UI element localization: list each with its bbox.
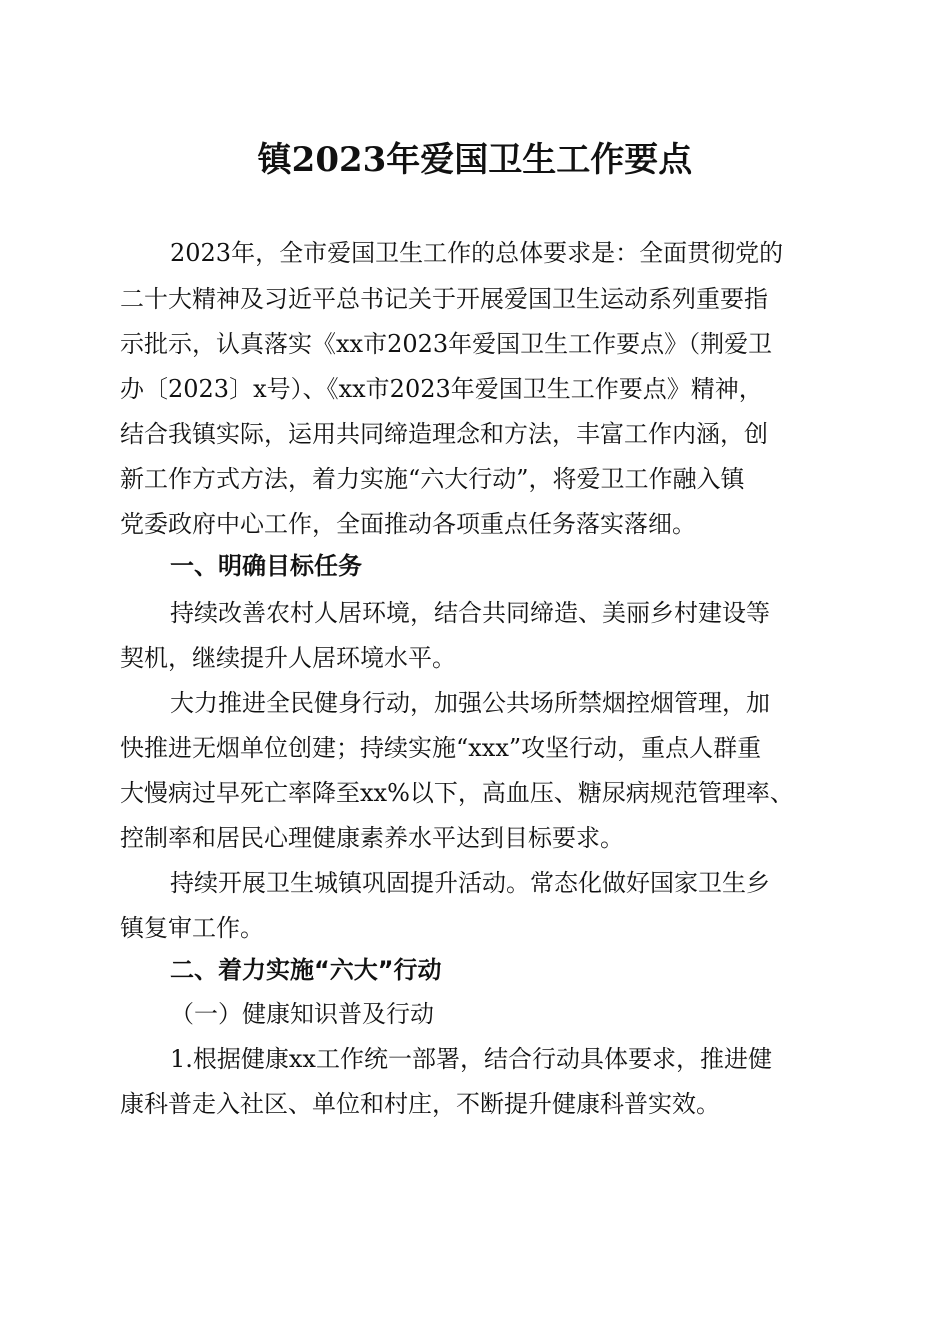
intro-line-5: 结合我镇实际，运用共同缔造理念和方法，丰富工作内涵，创 (120, 420, 768, 448)
section1-para2-line-3: 大慢病过早死亡率降至xx%以下，高血压、糖尿病规范管理率、 (120, 779, 794, 807)
section1-para2-line-1: 大力推进全民健身行动，加强公共场所禁烟控烟管理，加 (170, 689, 770, 717)
section1-para2-line-4: 控制率和居民心理健康素养水平达到目标要求。 (120, 824, 624, 852)
section1-para3-line-1: 持续开展卫生城镇巩固提升活动。常态化做好国家卫生乡 (170, 869, 770, 897)
intro-line-2: 二十大精神及习近平总书记关于开展爱国卫生运动系列重要指 (120, 285, 768, 313)
intro-line-1: 2023年，全市爱国卫生工作的总体要求是：全面贯彻党的 (170, 239, 784, 267)
intro-line-4: 办〔2023〕x号）、《xx市2023年爱国卫生工作要点》精神， (120, 375, 763, 403)
section2-item1-line-2: 康科普走入社区、单位和村庄，不断提升健康科普实效。 (120, 1090, 720, 1118)
document-title: 镇2023年爱国卫生工作要点 (257, 140, 693, 180)
section1-para1-line-1: 持续改善农村人居环境，结合共同缔造、美丽乡村建设等 (170, 599, 770, 627)
intro-line-6: 新工作方式方法，着力实施“六大行动”，将爱卫工作融入镇 (120, 465, 745, 493)
section1-para2-line-2: 快推进无烟单位创建；持续实施“xxx”攻坚行动，重点人群重 (120, 734, 762, 762)
section-heading-2: 二、着力实施“六大”行动 (170, 956, 442, 984)
section1-para1-line-2: 契机，继续提升人居环境水平。 (120, 644, 456, 672)
section1-para3-line-2: 镇复审工作。 (120, 914, 264, 942)
subsection-heading-1: （一）健康知识普及行动 (170, 1000, 434, 1028)
intro-line-3: 示批示，认真落实《xx市2023年爱国卫生工作要点》（荆爱卫 (120, 330, 773, 358)
section-heading-1: 一、明确目标任务 (170, 552, 362, 580)
intro-line-7: 党委政府中心工作，全面推动各项重点任务落实落细。 (120, 510, 696, 538)
section2-item1-line-1: 1.根据健康xx工作统一部署，结合行动具体要求，推进健 (170, 1045, 772, 1073)
